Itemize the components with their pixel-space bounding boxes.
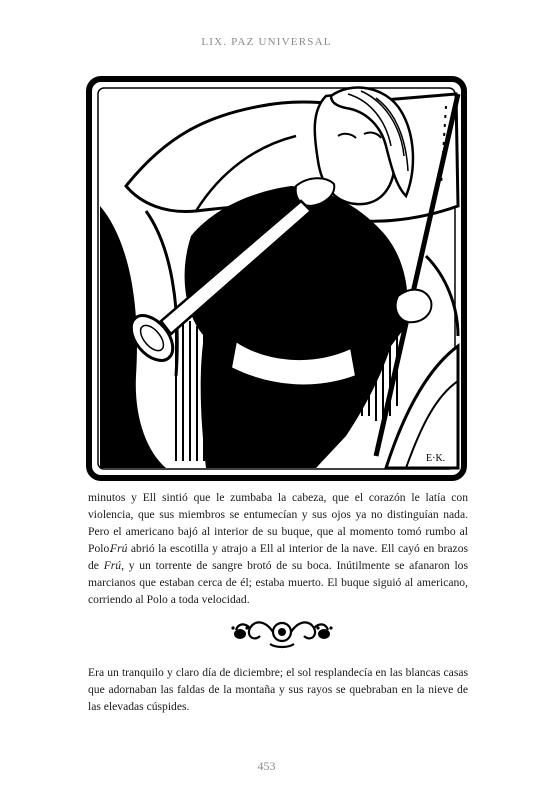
ornament-divider: [230, 614, 335, 650]
paragraph-2: [88, 540, 468, 608]
name-fru: Frú: [110, 542, 128, 555]
paragraph-2-part-b: , y un torrente de sangre brotó de su boca. Inútilmente se afanaron los marcianos que estaban cerca de él; estaba muerto. El buque siguió al americano, corriendo al Polo a toda velocidad.: [88, 559, 468, 606]
paragraph-3-text: Era un tranquilo y claro día de diciembre; el sol resplandecía en las blancas casas que adornaban las faldas de la montaña y sus rayos se quebraban en la nieve de las elevadas cúspides.: [88, 666, 468, 713]
paragraph-2-text: [88, 540, 468, 608]
page-number: 453: [257, 759, 276, 773]
illustration: [86, 76, 467, 481]
paragraph-1-text: minutos y Ell sintió que le zumbaba la cabeza, que el corazón le latía con violencia, que sus miembros se entumecían y sus ojos ya no distinguían nada. Pero el americano bajó al interior de su buque, que al momento tomó rumbo al Polo.: [88, 491, 468, 555]
paragraph-3: [88, 664, 468, 715]
name-fru-2: Frú: [103, 559, 122, 572]
running-header: LIX. PAZ UNIVERSAL: [201, 36, 332, 48]
paragraph-2-part-a: abrió la escotilla y atrajo a Ell al interior de la nave. Ell cayó en brazos de: [88, 542, 468, 572]
artist-signature: E·K.: [426, 453, 446, 464]
